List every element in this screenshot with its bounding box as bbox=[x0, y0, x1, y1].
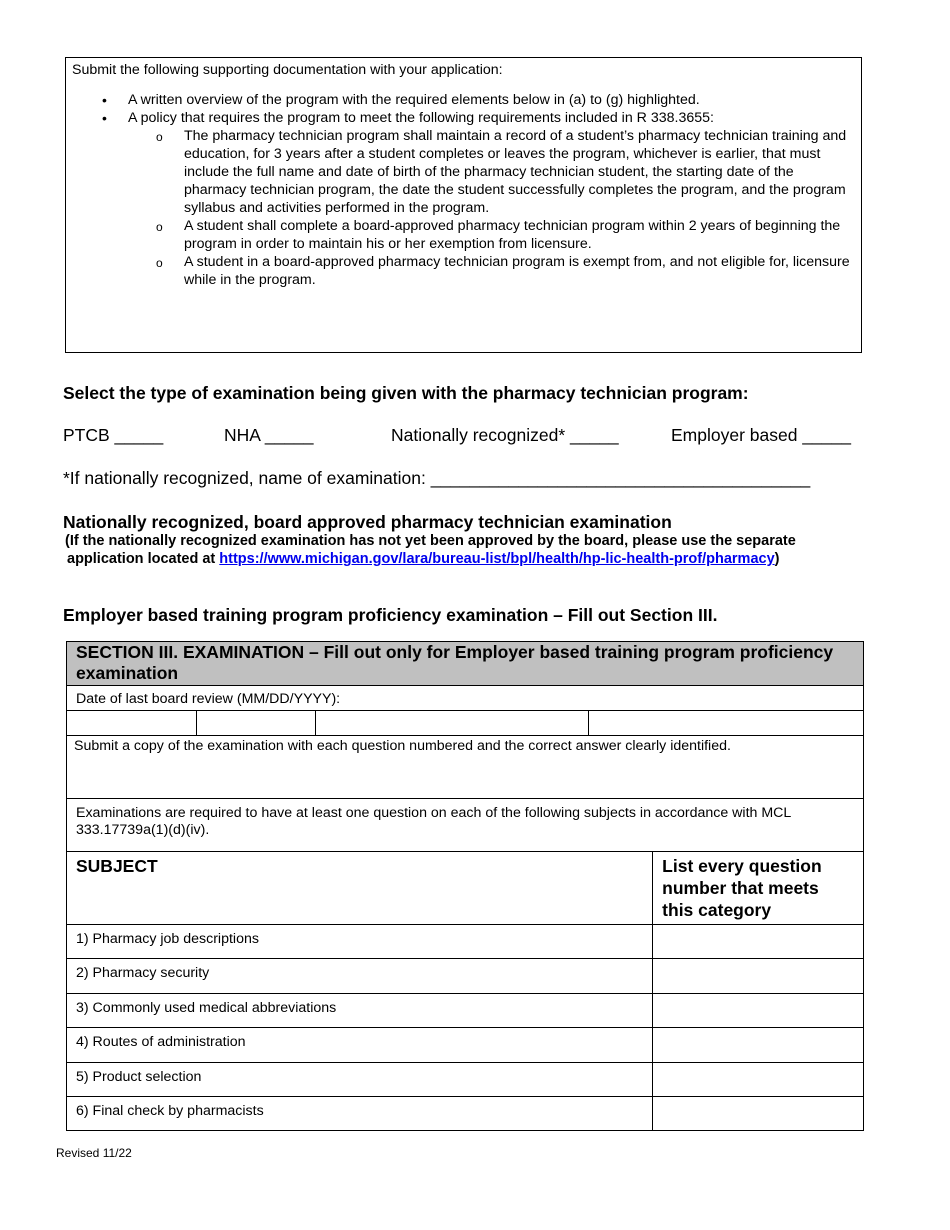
exam-type-heading: Select the type of examination being given with the pharmacy technician program: bbox=[63, 383, 749, 403]
question-numbers-field[interactable] bbox=[653, 1096, 864, 1130]
pharmacy-application-link[interactable]: https://www.michigan.gov/lara/bureau-list/bpl/health/hp-lic-health-prof/pharmacy bbox=[219, 551, 775, 567]
section-iii-table bbox=[66, 641, 864, 1131]
subject-row bbox=[67, 1096, 864, 1130]
nationally-recognized-note: (If the nationally recognized examination has not yet been approved by the board, please use the separate application located at https://www.michigan.gov/lara/bureau-list/bpl/health/hp-lic-health-prof/pharmacy) bbox=[65, 533, 796, 567]
question-numbers-field[interactable] bbox=[653, 959, 864, 993]
submit-copy-note: Submit a copy of the examination with each question numbered and the correct answer clearly identified. bbox=[67, 736, 864, 799]
date-field-2[interactable] bbox=[196, 711, 315, 736]
circle-bullet-icon: o bbox=[156, 220, 163, 234]
subject-row bbox=[67, 959, 864, 993]
option-nationally-recognized[interactable]: Nationally recognized* _____ bbox=[391, 425, 619, 445]
subject-label: 2) Pharmacy security bbox=[67, 959, 653, 993]
question-numbers-field[interactable] bbox=[653, 1062, 864, 1096]
docs-bullet: • A written overview of the program with the required elements below in (a) to (g) highlighted. bbox=[102, 92, 700, 108]
question-numbers-field[interactable] bbox=[653, 993, 864, 1027]
subject-label: 3) Commonly used medical abbreviations bbox=[67, 993, 653, 1027]
docs-intro: Submit the following supporting documentation with your application: bbox=[72, 62, 503, 78]
option-nha[interactable]: NHA _____ bbox=[224, 425, 314, 445]
subject-label: 6) Final check by pharmacists bbox=[67, 1096, 653, 1130]
circle-bullet-icon: o bbox=[156, 256, 163, 270]
option-employer-based[interactable]: Employer based _____ bbox=[671, 425, 851, 445]
bullet-icon: • bbox=[102, 110, 107, 126]
option-ptcb[interactable]: PTCB _____ bbox=[63, 425, 164, 445]
subject-column-header: SUBJECT bbox=[67, 852, 653, 925]
nationally-recognized-title: Nationally recognized, board approved pharmacy technician examination bbox=[63, 512, 672, 532]
supporting-docs-box bbox=[65, 57, 862, 353]
exam-name-field[interactable]: *If nationally recognized, name of examination: _______________________________________ bbox=[63, 468, 811, 488]
subject-label: 5) Product selection bbox=[67, 1062, 653, 1096]
subject-row bbox=[67, 1062, 864, 1096]
bullet-icon: • bbox=[102, 92, 107, 108]
docs-sub-bullet: o A student in a board-approved pharmacy technician program is exempt from, and not eligible for, licensure while in the program. bbox=[156, 254, 850, 288]
docs-bullet: • A policy that requires the program to meet the following requirements included in R 338.3655: bbox=[102, 110, 714, 126]
revision-footer: Revised 11/22 bbox=[56, 1146, 132, 1160]
employer-based-heading: Employer based training program proficiency examination – Fill out Section III. bbox=[63, 605, 718, 625]
requirement-note: Examinations are required to have at least one question on each of the following subjects in accordance with MCL 333.17739a(1)(d)(iv). bbox=[67, 799, 864, 852]
subject-row bbox=[67, 925, 864, 959]
question-numbers-field[interactable] bbox=[653, 1028, 864, 1062]
date-field-4[interactable] bbox=[589, 711, 864, 736]
subject-row bbox=[67, 993, 864, 1027]
subject-label: 1) Pharmacy job descriptions bbox=[67, 925, 653, 959]
question-list-column-header: List every question number that meets this category bbox=[653, 852, 864, 925]
docs-sub-bullet: o The pharmacy technician program shall maintain a record of a student’s pharmacy technician training and education, for 3 years after a student completes or leaves the program, whichever is earlier, that must include the full name and date of birth of the pharmacy technician student, the starting date of the pharmacy technician program, the date the student successfully completes the program, and the program syllabus and activities performed in the program. bbox=[156, 128, 847, 216]
date-field-3[interactable] bbox=[315, 711, 589, 736]
date-field-1[interactable] bbox=[67, 711, 197, 736]
subject-row bbox=[67, 1028, 864, 1062]
section-iii-title: SECTION III. EXAMINATION – Fill out only for Employer based training program proficiency examination bbox=[67, 642, 864, 686]
circle-bullet-icon: o bbox=[156, 130, 163, 144]
date-of-last-review-label: Date of last board review (MM/DD/YYYY): bbox=[67, 686, 864, 711]
exam-type-options bbox=[63, 425, 863, 449]
question-numbers-field[interactable] bbox=[653, 925, 864, 959]
docs-sub-bullet: o A student shall complete a board-approved pharmacy technician program within 2 years of beginning the program in order to maintain his or her exemption from licensure. bbox=[156, 218, 841, 252]
subject-label: 4) Routes of administration bbox=[67, 1028, 653, 1062]
